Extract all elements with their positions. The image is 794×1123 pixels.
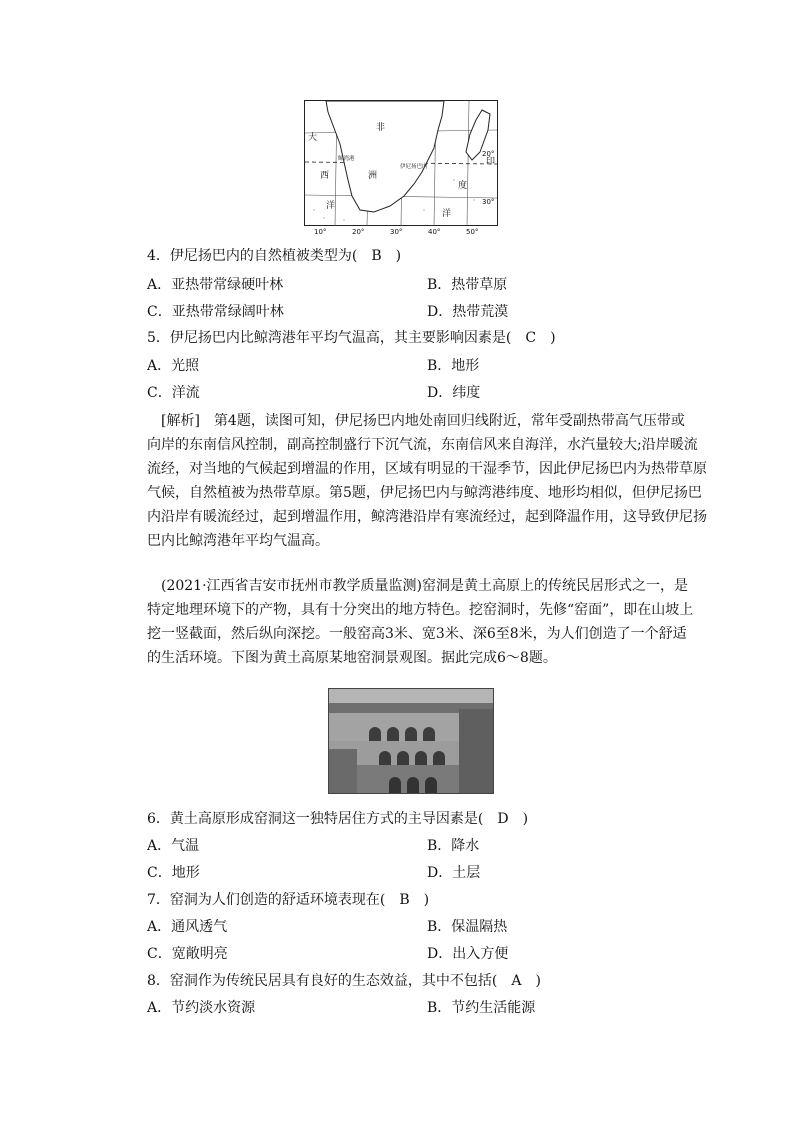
lon-30: 30° [390, 228, 403, 236]
lat-30: 30° [482, 198, 495, 206]
label-yang-right: 洋 [442, 209, 452, 219]
label-africa: 非 [376, 123, 386, 133]
label-yin: 印 [486, 157, 496, 167]
q8-option-a: A．节约淡水资源 [147, 1000, 256, 1016]
q6-option-a: A．气温 [147, 838, 200, 854]
label-inhambane: 伊尼扬巴内 [400, 164, 428, 170]
q7-option-c: C．宽敞明亮 [147, 946, 228, 962]
q5-option-d: D．纬度 [427, 385, 481, 401]
q5-option-c: C．洋流 [147, 385, 200, 401]
q4-stem: 4．伊尼扬巴内的自然植被类型为( B ) [147, 248, 402, 264]
lat-20: 20° [482, 150, 495, 158]
q4-option-c: C．亚热带常绿阔叶林 [147, 304, 284, 320]
label-yang-left: 洋 [326, 201, 336, 211]
q6-stem: 6．黄土高原形成窑洞这一独特居住方式的主导因素是( D ) [147, 811, 529, 827]
lon-10: 10° [314, 228, 327, 236]
analysis-line: 流经，对当地的气候起到增温的作用，区域有明显的干湿季节，因此伊尼扬巴内为热带草原 [147, 461, 707, 477]
label-zhou: 洲 [368, 171, 378, 181]
q7-option-a: A．通风透气 [147, 919, 228, 935]
africa-map-figure [304, 100, 498, 240]
intro-line: (2021·江西省吉安市抚州市教学质量监测)窑洞是黄土高原上的传统民居形式之一，是 [161, 578, 689, 594]
intro-paragraph [147, 574, 694, 670]
analysis-line: 巴内比鲸湾港年平均气温高。 [147, 533, 329, 549]
cave-dwelling-photo [328, 688, 494, 794]
label-du: 度 [458, 181, 468, 191]
q5-stem: 5．伊尼扬巴内比鲸湾港年平均气温高，其主要影响因素是( C ) [147, 330, 556, 346]
analysis-line: 向岸的东南信风控制，副高控制盛行下沉气流，东南信风来自海洋，水汽量较大;沿岸暖流 [147, 437, 698, 453]
q4-option-a: A．亚热带常绿硬叶林 [147, 277, 284, 293]
intro-line: 特定地理环境下的产物，具有十分突出的地方特色。挖窑洞时，先修“窑面”，即在山坡上 [147, 602, 694, 618]
q7-stem: 7．窑洞为人们创造的舒适环境表现在( B ) [147, 892, 430, 908]
lon-20: 20° [352, 228, 365, 236]
intro-line: 挖一竖截面，然后纵向深挖。一般窑高3米、宽3米、深6至8米，为人们创造了一个舒适 [147, 626, 687, 642]
q7-option-d: D．出入方便 [427, 946, 509, 962]
q4-option-d: D．热带荒漠 [427, 304, 509, 320]
q5-option-a: A．光照 [147, 358, 200, 374]
analysis-line: 内沿岸有暖流经过，起到增温作用，鲸湾港沿岸有寒流经过，起到降温作用，这导致伊尼扬 [147, 509, 707, 525]
intro-line: 的生活环境。下图为黄土高原某地窑洞景观图。据此完成6～8题。 [147, 650, 557, 666]
analysis-line: [解析] 第4题，读图可知，伊尼扬巴内地处南回归线附近，常年受副热带高气压带或 [161, 413, 685, 429]
q7-option-b: B．保温隔热 [427, 919, 508, 935]
q5-option-b: B．地形 [427, 358, 480, 374]
q8-stem: 8．窑洞作为传统民居具有良好的生态效益，其中不包括( A ) [147, 973, 541, 989]
lon-40: 40° [428, 228, 441, 236]
q8-option-b: B．节约生活能源 [427, 1000, 536, 1016]
q4-option-b: B．热带草原 [427, 277, 508, 293]
lon-50: 50° [466, 228, 479, 236]
label-walvis-bay: 鲸湾港 [338, 156, 355, 162]
analysis-line: 气候，自然植被为热带草原。第5题，伊尼扬巴内与鲸湾港纬度、地形均相似，但伊尼扬巴 [147, 485, 702, 501]
analysis-paragraph [147, 409, 707, 553]
q6-option-c: C．地形 [147, 865, 200, 881]
q6-option-b: B．降水 [427, 838, 480, 854]
label-da: 大 [308, 133, 318, 143]
q6-option-d: D．土层 [427, 865, 481, 881]
label-xi: 西 [320, 171, 330, 181]
